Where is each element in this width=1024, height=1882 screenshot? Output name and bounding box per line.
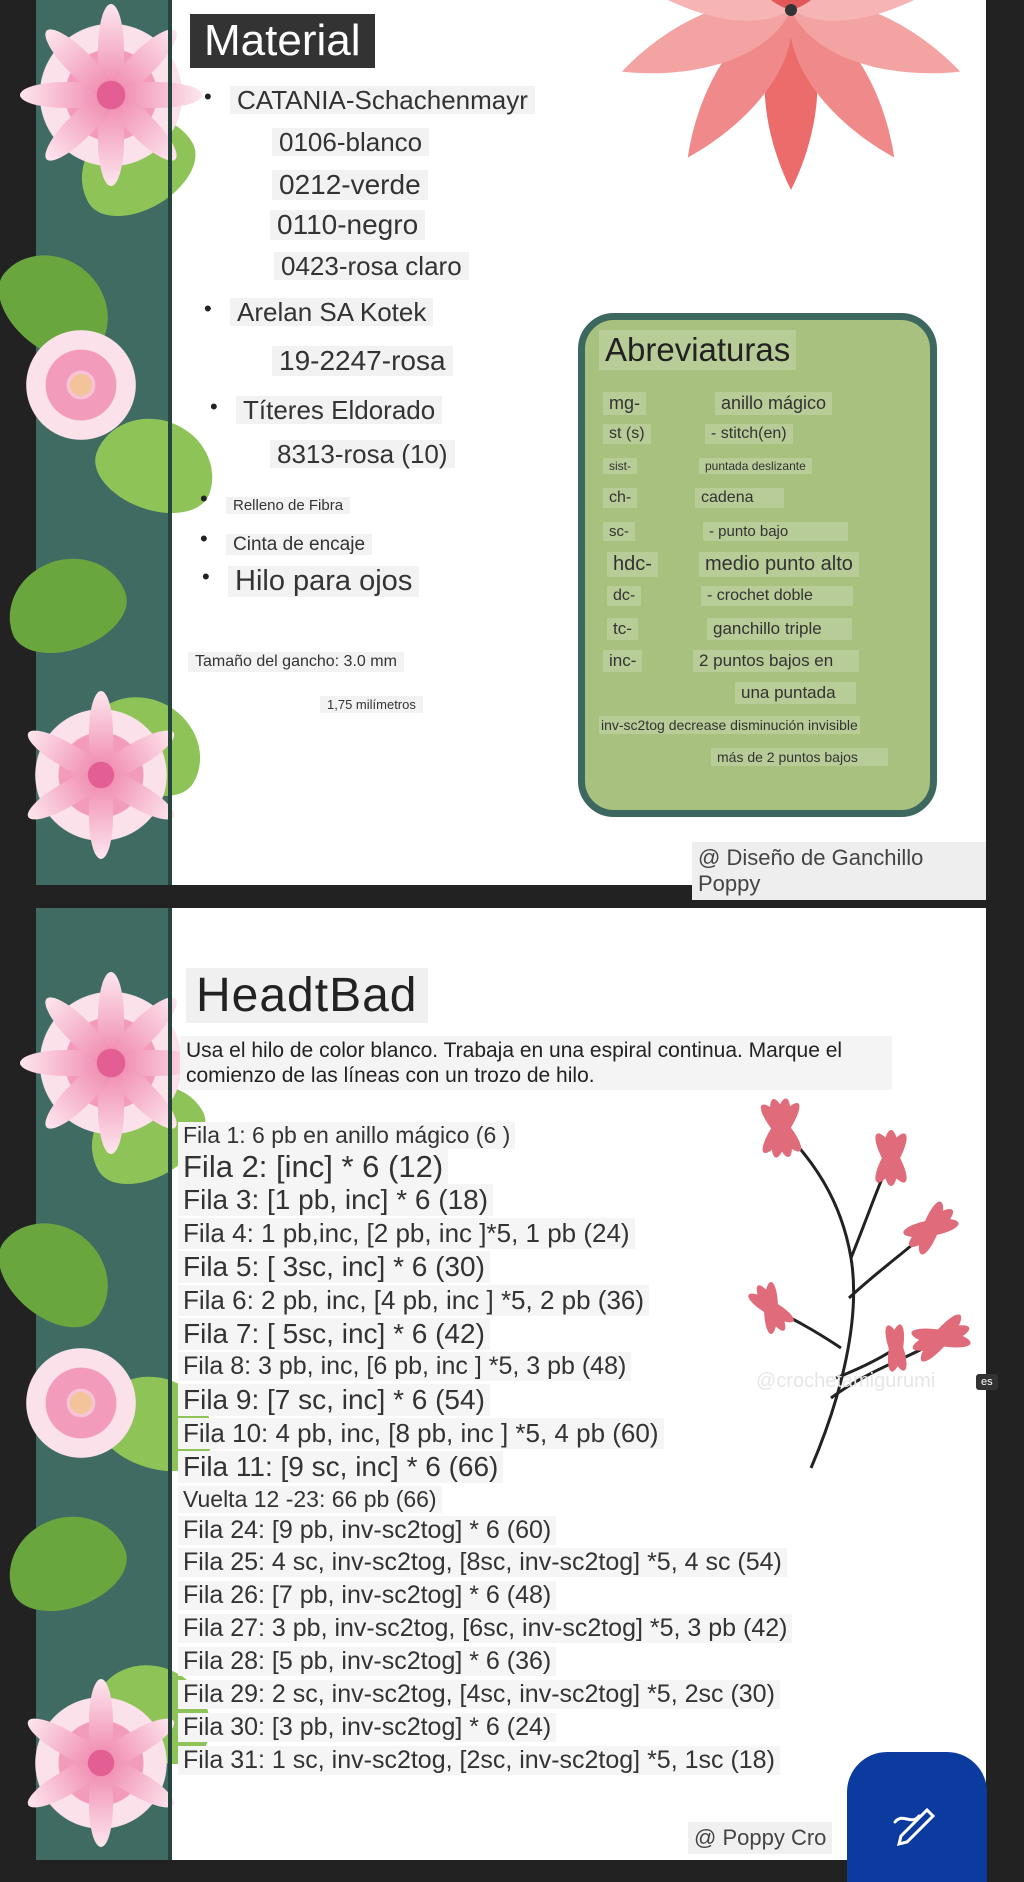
pattern-row: Fila 4: 1 pb,inc, [2 pb, inc ]*5, 1 pb (24) <box>178 1218 635 1249</box>
pattern-row: Fila 9: [7 sc, inc] * 6 (54) <box>178 1384 490 1416</box>
abbr-term: ch- <box>603 488 637 508</box>
abbr-meaning: - stitch(en) <box>705 424 793 444</box>
pattern-row: Fila 3: [1 pb, inc] * 6 (18) <box>178 1184 493 1216</box>
pink-flower-icon <box>35 709 167 841</box>
pattern-row: Fila 25: 4 sc, inv-sc2tog, [8sc, inv-sc2tog] *5, 4 sc (54) <box>178 1548 787 1577</box>
abbreviations-box <box>578 313 937 817</box>
list-item: 0110-negro <box>270 210 425 240</box>
leaf-decoration <box>0 1500 138 1626</box>
pattern-row: Fila 31: 1 sc, inv-sc2tog, [2sc, inv-sc2tog] *5, 1sc (18) <box>178 1746 780 1775</box>
decorative-sidebar <box>36 908 172 1860</box>
edit-fab-button[interactable] <box>847 1752 987 1882</box>
designer-credit: @ Poppy Cro <box>688 1822 832 1854</box>
abbr-meaning: cadena <box>695 488 784 508</box>
watermark-badge: es <box>976 1374 998 1390</box>
list-item: • Arelan SA Kotek <box>230 298 433 326</box>
leaf-decoration <box>0 1200 131 1346</box>
pattern-row: Fila 6: 2 pb, inc, [4 pb, inc ] *5, 2 pb (36) <box>178 1285 649 1316</box>
abbr-term: sist- <box>603 458 637 474</box>
pattern-row: Fila 11: [9 sc, inc] * 6 (66) <box>178 1451 503 1483</box>
red-flower-branch-icon <box>691 1068 991 1488</box>
abbr-term: hdc- <box>607 552 658 577</box>
abbr-meaning: más de 2 puntos bajos <box>711 748 888 766</box>
pattern-row: Fila 8: 3 pb, inc, [6 pb, inc ] *5, 3 pb (48) <box>178 1352 631 1381</box>
material-page <box>36 0 986 896</box>
pattern-row: Fila 28: [5 pb, inv-sc2tog] * 6 (36) <box>178 1647 556 1676</box>
list-item: • Títeres Eldorado <box>236 396 442 424</box>
pattern-row: Fila 1: 6 pb en anillo mágico (6 ) <box>178 1122 515 1149</box>
peach-flower-icon <box>26 1348 136 1458</box>
abbr-meaning: puntada deslizante <box>699 458 812 474</box>
abbr-meaning: - punto bajo <box>703 522 848 541</box>
pattern-row: Fila 26: [7 pb, inv-sc2tog] * 6 (48) <box>178 1581 556 1610</box>
abbr-meaning: medio punto alto <box>699 552 859 577</box>
decorative-sidebar <box>36 0 172 885</box>
pattern-row: Fila 30: [3 pb, inv-sc2tog] * 6 (24) <box>178 1713 556 1742</box>
intro-text: Usa el hilo de color blanco. Trabaja en una espiral continua. Marque el comienzo de las líneas con un trozo de hilo. <box>180 1036 892 1090</box>
list-item: 0212-verde <box>272 170 428 200</box>
abbr-meaning: una puntada <box>735 682 856 704</box>
abbr-term: inv-sc2tog decrease disminución invisible <box>601 717 858 733</box>
abbreviations-title: Abreviaturas <box>599 330 796 370</box>
pattern-row: Fila 7: [ 5sc, inc] * 6 (42) <box>178 1318 490 1350</box>
abbr-term: st (s) <box>603 424 651 444</box>
list-item: 0106-blanco <box>272 128 429 156</box>
list-item: • Hilo para ojos <box>228 566 419 597</box>
abbr-meaning: 2 puntos bajos en <box>693 650 859 672</box>
abbr-term: inc- <box>603 650 642 672</box>
hook-size-alt: 1,75 milímetros <box>320 696 423 713</box>
abbr-term: sc- <box>603 522 635 541</box>
list-item: 19-2247-rosa <box>272 346 453 376</box>
pink-flower-icon <box>35 1697 167 1829</box>
abbr-meaning: anillo mágico <box>715 392 832 415</box>
list-item: 0423-rosa claro <box>274 252 469 280</box>
pattern-row: Vuelta 12 -23: 66 pb (66) <box>178 1486 442 1513</box>
list-item: • Cinta de encaje <box>226 528 372 555</box>
pattern-row: Fila 10: 4 pb, inc, [8 pb, inc ] *5, 4 pb (60) <box>178 1418 664 1449</box>
pink-flower-icon <box>40 992 183 1135</box>
page-title: HeadtBad <box>186 968 428 1023</box>
abbr-meaning: - crochet doble <box>701 586 853 606</box>
pink-flower-icon <box>40 24 183 167</box>
peach-flower-icon <box>26 330 136 440</box>
hook-size: Tamaño del gancho: 3.0 mm <box>188 652 404 672</box>
watermark-text: @crochetamigurumi <box>756 1370 936 1392</box>
edit-pen-icon <box>887 1792 947 1852</box>
abbr-meaning: ganchillo triple <box>707 618 852 640</box>
pattern-row: Fila 24: [9 pb, inv-sc2tog] * 6 (60) <box>178 1516 556 1545</box>
abbr-term: dc- <box>607 586 641 606</box>
pattern-row: Fila 29: 2 sc, inv-sc2tog, [4sc, inv-sc2tog] *5, 2sc (30) <box>178 1680 780 1709</box>
headband-page <box>36 908 993 1860</box>
pattern-row: Fila 5: [ 3sc, inc] * 6 (30) <box>178 1251 490 1283</box>
designer-credit: @ Diseño de Ganchillo Poppy <box>692 842 986 900</box>
pattern-row: Fila 27: 3 pb, inv-sc2tog, [6sc, inv-sc2tog] *5, 3 pb (42) <box>178 1614 792 1643</box>
list-item: 8313-rosa (10) <box>270 440 455 468</box>
red-lotus-flower-icon <box>566 0 996 270</box>
leaf-decoration <box>0 542 138 668</box>
abbr-term: mg- <box>603 392 646 415</box>
abbr-term: tc- <box>607 618 638 640</box>
list-item: • CATANIA-Schachenmayr <box>230 86 535 114</box>
pattern-row: Fila 2: [inc] * 6 (12) <box>178 1149 448 1185</box>
page-title: Material <box>190 14 375 68</box>
list-item: • Relleno de Fibra <box>226 488 350 514</box>
